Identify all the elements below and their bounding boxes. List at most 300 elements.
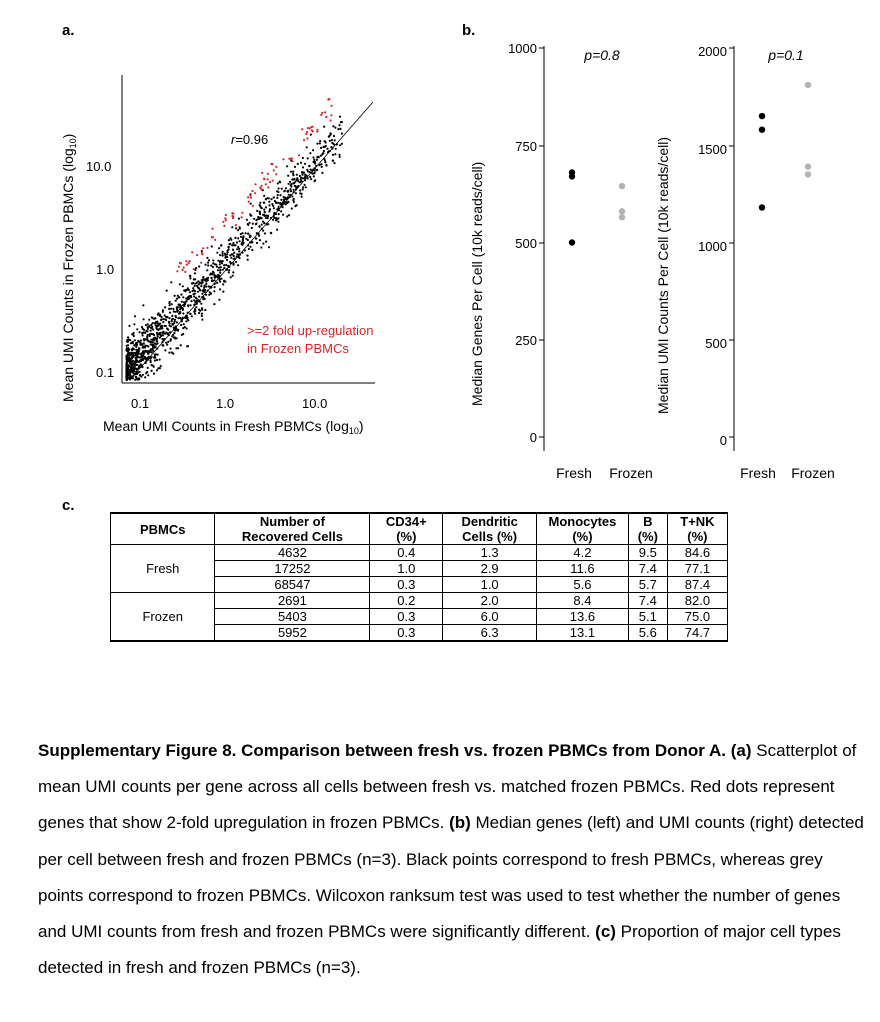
strip-plots [460,36,880,491]
gene-point [320,163,322,165]
gene-point [322,152,324,154]
gene-point [334,153,336,155]
gene-point [157,314,159,316]
gene-point [191,300,193,302]
strip-left-tick: 500 [515,236,537,251]
gene-point [156,332,158,334]
gene-point [220,244,222,246]
upregulated-gene-point [254,192,256,194]
gene-point [207,262,209,264]
upregulated-gene-point [275,173,277,175]
gene-point [193,295,195,297]
gene-point [154,342,156,344]
gene-point [166,316,168,318]
table-cell: 7.4 [628,593,667,609]
gene-point [194,278,196,280]
gene-point [126,369,128,371]
gene-point [192,293,194,295]
upregulated-gene-point [185,260,187,262]
table-cell: 5.1 [628,609,667,625]
gene-point [192,287,194,289]
panel-c-label: c. [62,497,75,514]
upregulated-gene-point [241,216,243,218]
gene-point [182,333,184,335]
gene-point [313,175,315,177]
upregulated-gene-point [265,183,267,185]
gene-point [302,174,304,176]
gene-point [175,300,177,302]
gene-point [212,259,214,261]
gene-point [247,259,249,261]
upregulated-gene-point [275,166,277,168]
gene-point [235,227,237,229]
table-cell: 87.4 [667,577,727,593]
gene-point [132,377,134,379]
gene-point [152,322,154,324]
gene-point [144,332,146,334]
gene-point [172,308,174,310]
gene-point [133,364,135,366]
gene-point [133,323,135,325]
gene-point [224,253,226,255]
table-cell: 7.4 [628,561,667,577]
gene-point [226,253,228,255]
gene-point [194,272,196,274]
svg-text:Mean UMI Counts in Fresh PBMCs: Mean UMI Counts in Fresh PBMCs $(\log_{10})$ [103,418,364,436]
gene-point [195,297,197,299]
gene-point [150,330,152,332]
gene-point [305,186,307,188]
gene-point [171,320,173,322]
gene-point [338,154,340,156]
gene-point [228,269,230,271]
gene-point [162,311,164,313]
gene-point [125,378,127,380]
gene-point [297,180,299,182]
gene-point [296,174,298,176]
gene-point [137,340,139,342]
gene-point [277,182,279,184]
gene-point [173,332,175,334]
upregulated-gene-point [260,185,262,187]
gene-point [194,285,196,287]
gene-point [212,266,214,268]
gene-point [278,187,280,189]
gene-point [144,338,146,340]
table-cell: 5.6 [537,577,629,593]
gene-point [339,116,341,118]
gene-point [268,246,270,248]
gene-point [131,333,133,335]
gene-point [156,325,158,327]
upregulated-gene-point [327,99,329,101]
gene-point [280,210,282,212]
gene-point [160,328,162,330]
gene-point [171,303,173,305]
table-cell: 5403 [215,609,370,625]
gene-point [216,266,218,268]
frozen-point [619,214,625,220]
gene-point [251,241,253,243]
gene-point [260,246,262,248]
upregulated-gene-point [316,131,318,133]
strip-right-ylabel: Median UMI Counts Per Cell (10k reads/cell) [655,137,671,414]
gene-point [290,190,292,192]
gene-point [247,239,249,241]
upregulated-gene-point [191,251,193,253]
gene-point [213,290,215,292]
upregulated-gene-point [301,128,303,130]
table-row [111,593,728,609]
gene-point [151,344,153,346]
gene-point [263,209,265,211]
gene-point [316,156,318,158]
gene-point [197,286,199,288]
gene-point [179,308,181,310]
gene-point [174,295,176,297]
gene-point [182,285,184,287]
gene-point [301,196,303,198]
table-cell: 82.0 [667,593,727,609]
gene-point [189,277,191,279]
caption-title: Supplementary Figure 8. Comparison between fresh vs. frozen PBMCs from Donor A. [38,741,726,760]
upregulated-gene-point [249,194,251,196]
frozen-point [619,208,625,214]
gene-point [156,359,158,361]
gene-point [149,333,151,335]
gene-point [232,249,234,251]
strip-right-tick: 1500 [698,142,727,157]
gene-point [129,339,131,341]
gene-point [304,184,306,186]
gene-point [205,280,207,282]
gene-point [220,266,222,268]
upregulated-gene-point [331,105,333,107]
r-annotation: r=0.96 [231,132,269,147]
gene-point [139,331,141,333]
gene-point [323,126,325,128]
gene-point [238,250,240,252]
gene-point [277,221,279,223]
gene-point [134,379,136,381]
gene-point [133,335,135,337]
gene-point [279,194,281,196]
gene-point [131,364,133,366]
gene-point [255,223,257,225]
x-tick-label: 10.0 [302,396,328,411]
gene-point [145,324,147,326]
gene-point [278,213,280,215]
upregulated-gene-point [247,196,249,198]
header-b: B (%) [628,513,667,545]
table-cell: 1.0 [370,561,443,577]
upregulated-gene-point [261,172,263,174]
gene-point [186,345,188,347]
upregulated-gene-point [311,129,313,131]
gene-point [151,370,153,372]
gene-point [223,264,225,266]
gene-point [272,219,274,221]
panel-b-label: b. [462,22,476,39]
gene-point [287,175,289,177]
gene-point [219,279,221,281]
gene-point [222,269,224,271]
gene-point [160,319,162,321]
gene-point [214,286,216,288]
gene-point [329,140,331,142]
upregulated-gene-point [189,260,191,262]
gene-point [191,282,193,284]
gene-point [249,213,251,215]
gene-point [292,173,294,175]
gene-point [152,328,154,330]
gene-point [265,241,267,243]
gene-point [175,347,177,349]
gene-point [302,188,304,190]
gene-point [290,183,292,185]
gene-point [164,349,166,351]
gene-point [176,298,178,300]
gene-point [296,204,298,206]
upregulated-gene-point [290,158,292,160]
fresh-point [759,113,765,119]
gene-point [272,205,274,207]
gene-point [213,274,215,276]
gene-point [246,219,248,221]
gene-point [198,265,200,267]
gene-point [164,318,166,320]
gene-point [290,171,292,173]
gene-point [195,301,197,303]
gene-point [140,359,142,361]
upregulated-gene-point [251,190,253,192]
upregulated-gene-point [267,186,269,188]
gene-point [126,375,128,377]
gene-point [329,132,331,134]
upregulated-gene-point [321,112,323,114]
upregulated-gene-point [235,224,237,226]
gene-point [214,263,216,265]
strip-left-pvalue: p=0.8 [584,47,620,63]
table-cell: 17252 [215,561,370,577]
gene-point [319,142,321,144]
gene-point [134,339,136,341]
gene-point [237,237,239,239]
gene-point [332,125,334,127]
gene-point [147,345,149,347]
gene-point [189,291,191,293]
gene-point [149,359,151,361]
gene-point [229,243,231,245]
gene-point [126,362,128,364]
gene-point [262,243,264,245]
gene-point [232,271,234,273]
gene-point [168,308,170,310]
gene-point [276,218,278,220]
gene-point [175,316,177,318]
gene-point [148,319,150,321]
gene-point [302,177,304,179]
upregulated-gene-point [176,270,178,272]
upregulated-gene-point [306,137,308,139]
gene-point [211,277,213,279]
gene-point [128,365,130,367]
gene-point [236,241,238,243]
gene-point [300,180,302,182]
gene-point [213,303,215,305]
upregulated-gene-point [263,178,265,180]
gene-point [135,376,137,378]
gene-point [310,134,312,136]
gene-point [156,321,158,323]
gene-point [168,317,170,319]
gene-point [136,344,138,346]
gene-point [127,344,129,346]
strip-right-tick: 500 [705,336,727,351]
gene-point [166,344,168,346]
gene-point [129,359,131,361]
upregulated-gene-point [212,236,214,238]
strip-right-xcat: Frozen [791,465,835,481]
legend-line-1: >=2 fold up-regulation [247,323,374,338]
gene-point [312,156,314,158]
gene-point [157,329,159,331]
gene-point [180,344,182,346]
gene-point [197,291,199,293]
group-frozen: Frozen [111,593,215,642]
gene-point [286,190,288,192]
gene-point [210,292,212,294]
gene-point [168,302,170,304]
gene-point [170,308,172,310]
gene-point [325,164,327,166]
strip-left-tick: 750 [515,139,537,154]
gene-point [302,166,304,168]
gene-point [218,247,220,249]
upregulated-gene-point [269,181,271,183]
gene-point [136,328,138,330]
gene-point [183,305,185,307]
table-cell: 2.9 [443,561,537,577]
gene-point [308,165,310,167]
gene-point [245,232,247,234]
gene-point [191,290,193,292]
upregulated-gene-point [214,239,216,241]
gene-point [174,329,176,331]
table-cell: 0.2 [370,593,443,609]
gene-point [234,237,236,239]
gene-point [309,152,311,154]
gene-point [148,326,150,328]
gene-point [169,312,171,314]
gene-point [163,332,165,334]
gene-point [324,146,326,148]
strip-right-tick: 1000 [698,239,727,254]
gene-point [240,236,242,238]
gene-point [230,276,232,278]
gene-point [198,296,200,298]
gene-point [325,141,327,143]
gene-point [219,281,221,283]
gene-point [300,162,302,164]
caption-c-label: (c) [595,922,616,942]
y-tick-label: 1.0 [96,262,115,277]
gene-point [237,264,239,266]
caption-c-text: Proportion of major cell types detected in fresh and frozen PBMCs (n=3). [38,922,841,978]
header-cd34: CD34+ (%) [370,513,443,545]
gene-point [184,303,186,305]
gene-point [189,275,191,277]
gene-point [339,156,341,158]
gene-point [216,252,218,254]
gene-point [201,313,203,315]
gene-point [156,340,158,342]
gene-point [223,267,225,269]
gene-point [239,226,241,228]
gene-point [297,163,299,165]
upregulated-gene-point [325,116,327,118]
strip-left-xcat: Fresh [556,465,592,481]
strip-right-points [759,82,811,211]
gene-point [194,313,196,315]
gene-point [250,203,252,205]
strip-left-tick: 1000 [508,41,537,56]
gene-point [314,179,316,181]
gene-point [134,315,136,317]
gene-point [164,306,166,308]
upregulated-gene-point [320,114,322,116]
header-dendritic: Dendritic Cells (%) [443,513,537,545]
gene-point [258,225,260,227]
upregulated-gene-point [178,266,180,268]
upregulated-gene-point [267,178,269,180]
gene-point [145,372,147,374]
gene-point [187,305,189,307]
gene-point [270,232,272,234]
gene-point [259,217,261,219]
gene-point [259,202,261,204]
gene-point [219,288,221,290]
gene-point [283,196,285,198]
gene-point [248,248,250,250]
gene-point [132,347,134,349]
gene-point [314,161,316,163]
table-cell: 5.6 [628,625,667,642]
gene-point [131,360,133,362]
gene-point [228,248,230,250]
gene-point [154,347,156,349]
strip-left-xcat: Frozen [609,465,653,481]
gene-point [198,312,200,314]
upregulated-gene-point [260,188,262,190]
gene-point [130,375,132,377]
upregulated-gene-point [201,253,203,255]
gene-point [238,257,240,259]
gene-point [180,294,182,296]
gene-point [182,309,184,311]
gene-point [195,306,197,308]
gene-point [288,194,290,196]
gene-point [295,192,297,194]
gene-point [128,325,130,327]
gene-point [143,352,145,354]
gene-point [174,320,176,322]
gene-point [167,329,169,331]
gene-point [263,195,265,197]
gene-point [159,337,161,339]
gene-point [202,276,204,278]
gene-point [155,338,157,340]
